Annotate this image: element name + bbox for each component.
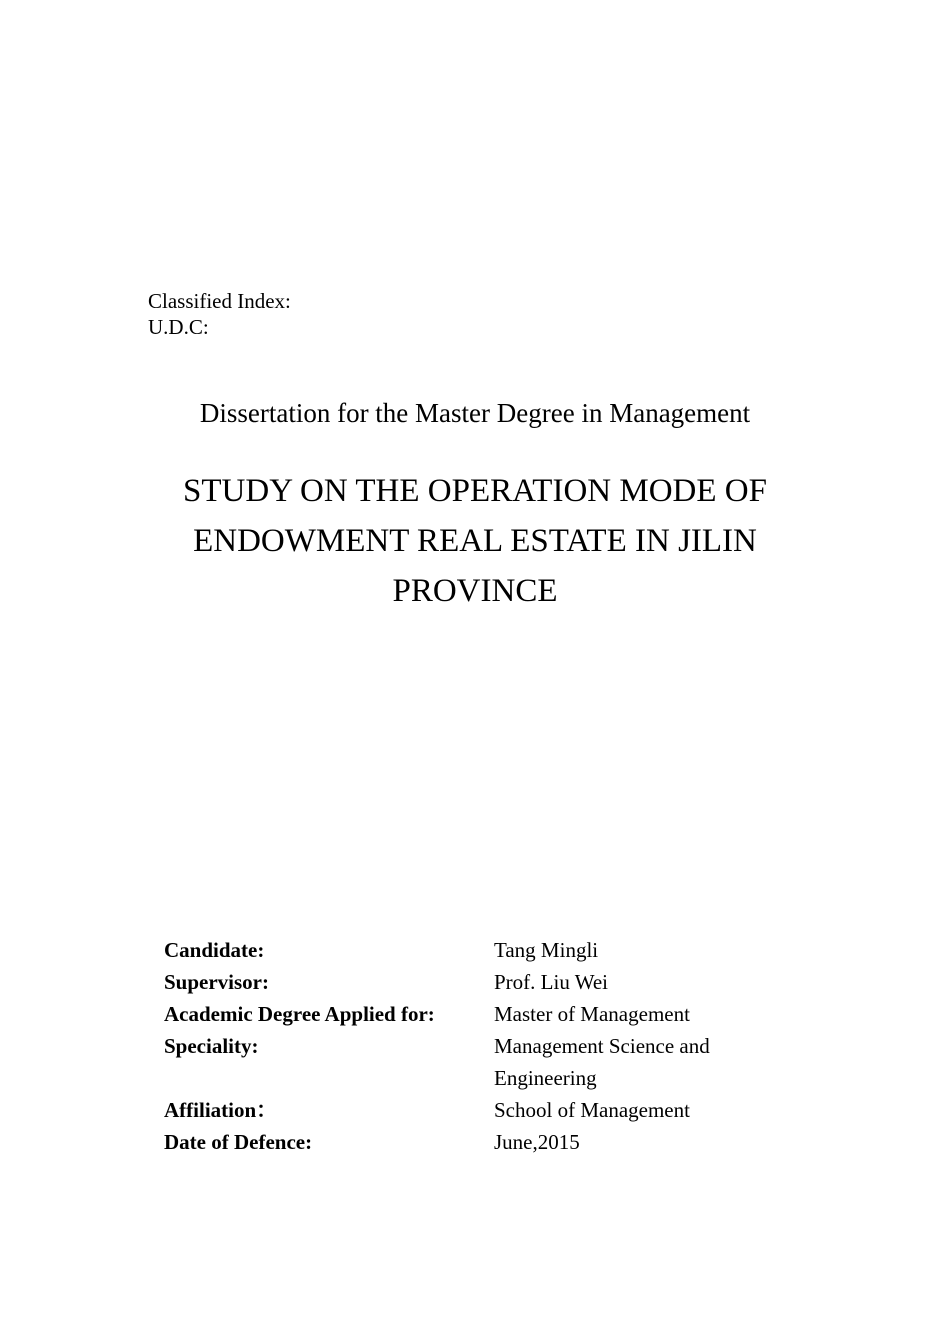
speciality-line: Management Science and: [494, 1034, 710, 1058]
supervisor-label: Supervisor:: [164, 970, 269, 994]
udc-label: U.D.C:: [148, 315, 209, 339]
supervisor-name: Prof. Liu Wei: [494, 970, 608, 994]
affiliation-label: Affiliation：: [164, 1098, 278, 1122]
classification-block: [148, 288, 291, 340]
degree-label: Academic Degree Applied for:: [164, 1002, 435, 1026]
supervisor-value: [494, 966, 774, 998]
thesis-title-line: PROVINCE: [392, 573, 558, 609]
info-row-supervisor: [164, 966, 774, 998]
info-row-defence-date: [164, 1126, 774, 1158]
candidate-value: [494, 934, 774, 966]
classified-index-label: Classified Index:: [148, 289, 291, 313]
thesis-title-line: STUDY ON THE OPERATION MODE OF: [183, 473, 767, 509]
degree-subtitle: Dissertation for the Master Degree in Management: [199, 398, 751, 428]
defence-date-label: Date of Defence:: [164, 1130, 313, 1154]
degree-value: [494, 998, 774, 1030]
info-row-candidate: [164, 934, 774, 966]
defence-date-value: [494, 1126, 774, 1158]
candidate-info-table: [164, 934, 774, 1158]
candidate-name: Tang Mingli: [494, 938, 599, 962]
affiliation-name: School of Management: [494, 1098, 690, 1122]
info-row-speciality: [164, 1030, 774, 1094]
affiliation-value: [494, 1094, 774, 1126]
info-row-affiliation: [164, 1094, 774, 1126]
thesis-title-line: ENDOWMENT REAL ESTATE IN JILIN: [193, 523, 757, 559]
speciality-line: Engineering: [494, 1066, 597, 1090]
defence-date: June,2015: [494, 1130, 580, 1154]
info-row-degree: [164, 998, 774, 1030]
speciality-value: [494, 1030, 774, 1094]
candidate-label: Candidate:: [164, 938, 265, 962]
thesis-title: [140, 466, 810, 616]
degree-name: Master of Management: [494, 1002, 690, 1026]
speciality-label: Speciality:: [164, 1034, 259, 1058]
